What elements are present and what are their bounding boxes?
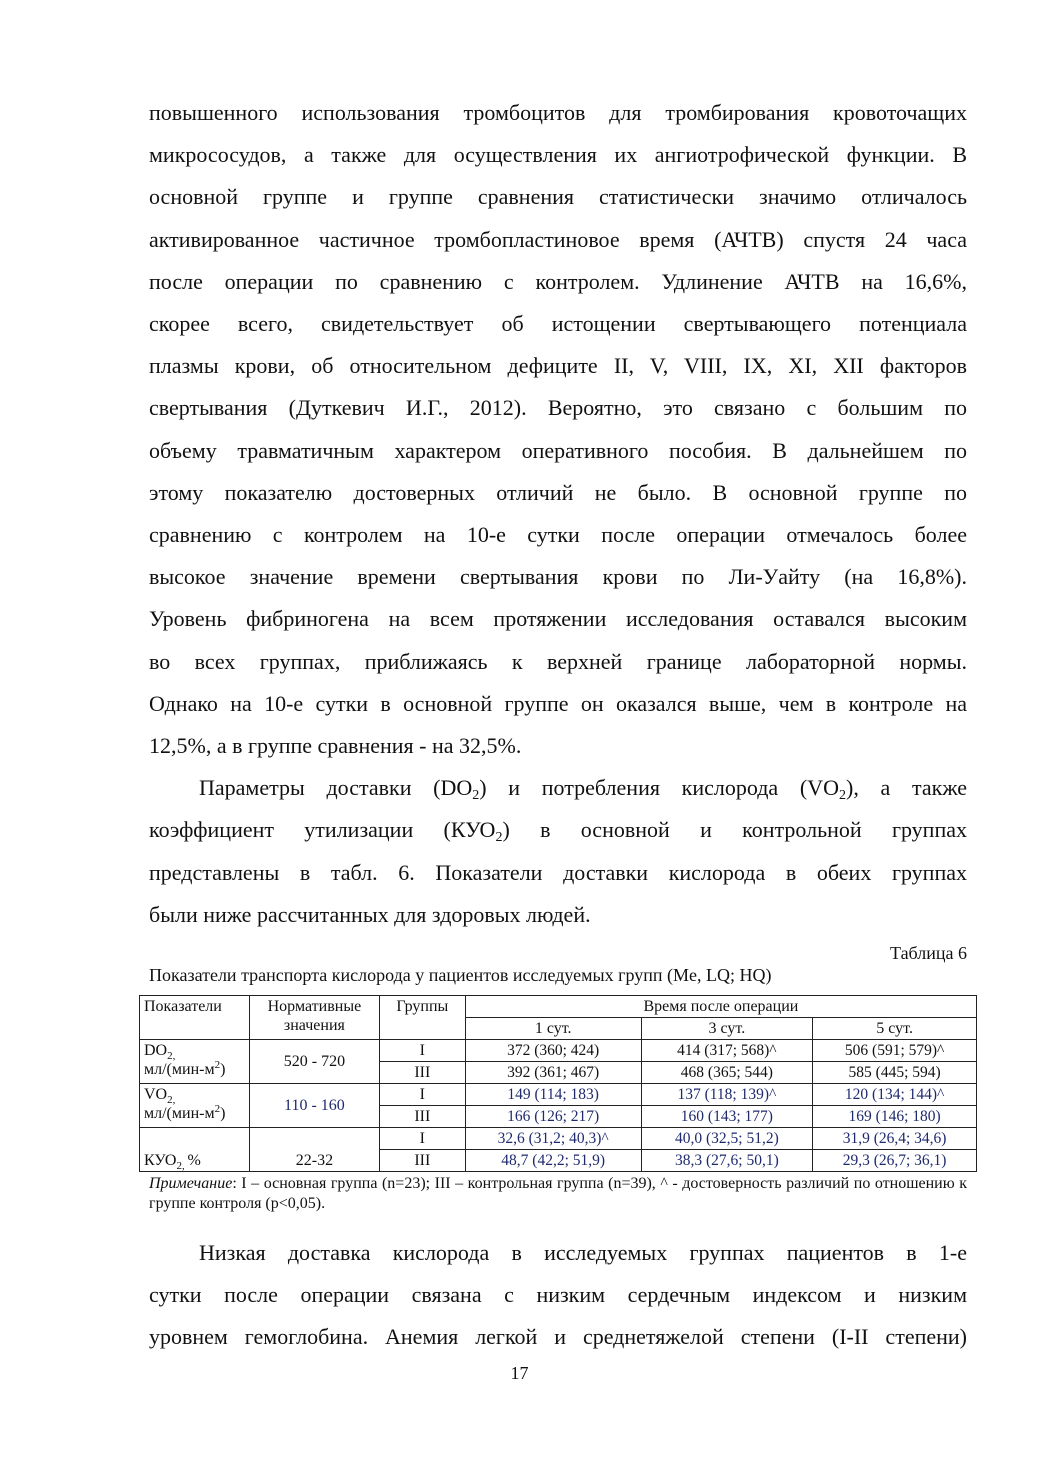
paragraph-1 xyxy=(149,92,967,767)
group-cell: III xyxy=(379,1150,465,1172)
text-line: представлены в табл. 6. Показатели доставки кислорода в обеих группах xyxy=(149,859,967,885)
text-line: высокое значение времени свертывания крови по Ли-Уайту (на 16,8%). xyxy=(149,564,967,590)
text-line: сравнению с контролем на 10-е сутки после операции отмечалось более xyxy=(149,522,967,548)
indicator-label: VO xyxy=(144,1086,168,1104)
text-line: этому показателю достоверных отличий не было. В основной группе по xyxy=(149,479,967,505)
page-number: 17 xyxy=(510,1363,529,1383)
value-cell: 585 (445; 594) xyxy=(813,1062,977,1084)
text-line: скорее всего, свидетельствует об истощении свертывающего потенциала xyxy=(149,311,967,337)
table-number: Таблица 6 xyxy=(890,943,967,964)
table-caption: Показатели транспорта кислорода у пациентов исследуемых групп (Me, LQ; HQ) xyxy=(149,965,772,986)
table-row xyxy=(140,1128,977,1150)
text-line: Низкая доставка кислорода в исследуемых группах пациентов в 1-е xyxy=(199,1240,967,1266)
note-label: Примечание xyxy=(149,1175,233,1193)
text-line: микрососудов, а также для осуществления их ангиотрофической функции. В xyxy=(149,142,967,168)
text-line: объему травматичным характером оперативного пособия. В дальнейшем по xyxy=(149,437,967,463)
indicator-vo2 xyxy=(140,1084,250,1128)
paragraph-2 xyxy=(149,767,967,936)
header-indicators: Показатели xyxy=(140,996,250,1040)
header-day3: 3 сут. xyxy=(641,1018,813,1040)
value-cell: 29,3 (26,7; 36,1) xyxy=(813,1150,977,1172)
unit-label: мл/(мин-м xyxy=(144,1061,215,1079)
text-line: после операции по сравнению с контролем. Удлинение АЧТВ на 16,6%, xyxy=(149,268,967,294)
text-line: основной группе и группе сравнения статистически значимо отличалось xyxy=(149,184,967,210)
value-cell: 149 (114; 183) xyxy=(465,1084,641,1106)
header-groups: Группы xyxy=(379,996,465,1040)
unit-label: ) xyxy=(220,1061,226,1079)
header-norm xyxy=(249,996,379,1040)
text-line xyxy=(149,767,967,809)
text-fragment: ) и потребления кислорода (VO xyxy=(479,775,839,801)
text-line: Уровень фибриногена на всем протяжении исследования оставался высоким xyxy=(149,606,967,632)
value-cell: 169 (146; 180) xyxy=(813,1106,977,1128)
value-cell: 40,0 (32,5; 51,2) xyxy=(641,1128,813,1150)
value-cell: 166 (126; 217) xyxy=(465,1106,641,1128)
text-line: были ниже рассчитанных для здоровых людей. xyxy=(149,901,591,927)
indicator-do2 xyxy=(140,1040,250,1084)
value-cell: 506 (591; 579)^ xyxy=(813,1040,977,1062)
value-cell: 468 (365; 544) xyxy=(641,1062,813,1084)
text-line: во всех группах, приближаясь к верхней границе лабораторной нормы. xyxy=(149,648,967,674)
subscript: 2, xyxy=(176,1160,188,1173)
value-cell: 32,6 (31,2; 40,3)^ xyxy=(465,1128,641,1150)
table-row xyxy=(140,1040,977,1062)
text-fragment: ) в основной и контрольной группах xyxy=(502,817,967,843)
text-line: повышенного использования тромбоцитов для тромбирования кровоточащих xyxy=(149,100,967,125)
unit-label: ) xyxy=(220,1105,226,1123)
header-time: Время после операции xyxy=(465,996,976,1018)
text-line: свертывания (Дуткевич И.Г., 2012). Вероятно, это связано с большим по xyxy=(149,395,967,421)
value-cell: 31,9 (26,4; 34,6) xyxy=(813,1128,977,1150)
value-cell: 414 (317; 568)^ xyxy=(641,1040,813,1062)
text-line: 12,5%, а в группе сравнения - на 32,5%. xyxy=(149,733,522,759)
indicator-label: DO xyxy=(144,1042,168,1060)
value-cell: 160 (143; 177) xyxy=(641,1106,813,1128)
group-cell: III xyxy=(379,1106,465,1128)
norm-do2: 520 - 720 xyxy=(249,1040,379,1084)
unit-label: % xyxy=(187,1152,201,1170)
header-norm-line1: Нормативные xyxy=(267,998,362,1016)
table-header-row xyxy=(140,996,977,1018)
value-cell: 372 (360; 424) xyxy=(465,1040,641,1062)
text-fragment: Параметры доставки (DO xyxy=(199,775,473,801)
group-cell: I xyxy=(379,1084,465,1106)
text-line xyxy=(149,809,967,851)
indicator-label: КУО xyxy=(144,1152,177,1170)
header-day1: 1 сут. xyxy=(465,1018,641,1040)
unit-label: мл/(мин-м xyxy=(144,1105,215,1123)
text-line: плазмы крови, об относительном дефиците II, V, VIII, IX, XI, XII факторов xyxy=(149,353,967,379)
group-cell: III xyxy=(379,1062,465,1084)
group-cell: I xyxy=(379,1128,465,1150)
note-text: : I – основная группа (n=23); III – контрольная группа (n=39), ^ - достоверность различий по отношению к группе контроля (р<0,05). xyxy=(149,1175,967,1213)
text-fragment: коэффициент утилизации (КУО xyxy=(149,817,496,843)
norm-kuo2: 22-32 xyxy=(249,1128,379,1172)
indicator-kuo2 xyxy=(140,1128,250,1172)
superscript: 2 xyxy=(214,1059,221,1072)
table-note xyxy=(149,1174,967,1214)
group-cell: I xyxy=(379,1040,465,1062)
header-norm-line2: значения xyxy=(283,1017,345,1035)
subscript: 2 xyxy=(839,788,846,804)
value-cell: 137 (118; 139)^ xyxy=(641,1084,813,1106)
text-line: сутки после операции связана с низким сердечным индексом и низким xyxy=(149,1282,967,1308)
superscript: 2 xyxy=(214,1103,221,1116)
value-cell: 38,3 (27,6; 50,1) xyxy=(641,1150,813,1172)
norm-vo2: 110 - 160 xyxy=(249,1084,379,1128)
paragraph-3 xyxy=(149,1232,967,1359)
subscript: 2 xyxy=(472,788,480,804)
value-cell: 392 (361; 467) xyxy=(465,1062,641,1084)
header-day5: 5 сут. xyxy=(813,1018,977,1040)
table-row xyxy=(140,1084,977,1106)
value-cell: 120 (134; 144)^ xyxy=(813,1084,977,1106)
subscript: 2, xyxy=(167,1050,176,1063)
subscript: 2, xyxy=(167,1094,176,1107)
page-body xyxy=(144,92,967,1359)
subscript: 2 xyxy=(495,830,503,846)
text-line: Однако на 10-е сутки в основной группе он оказался выше, чем в контроле на xyxy=(149,690,967,716)
text-fragment: ), а также xyxy=(846,775,967,801)
value-cell: 48,7 (42,2; 51,9) xyxy=(465,1150,641,1172)
oxygen-transport-table xyxy=(139,995,977,1172)
text-line: активированное частичное тромбопластиновое время (АЧТВ) спустя 24 часа xyxy=(149,226,967,252)
text-line: уровнем гемоглобина. Анемия легкой и среднетяжелой степени (I-II степени) xyxy=(149,1324,967,1350)
